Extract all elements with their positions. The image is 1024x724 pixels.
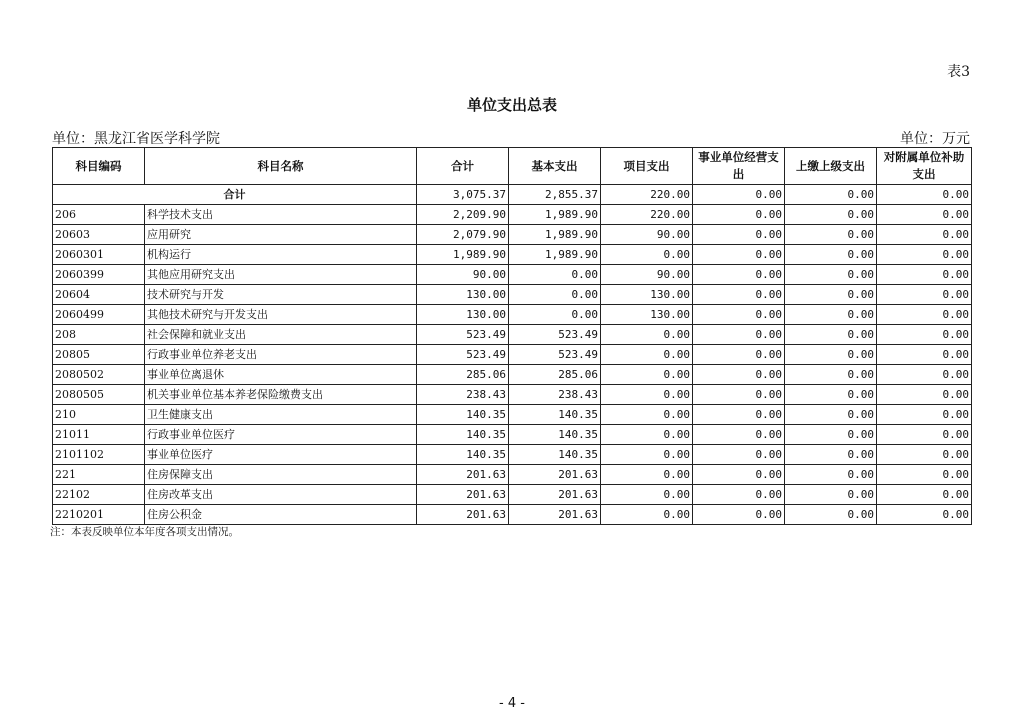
table-row — [53, 505, 972, 525]
subject-code: 2060301 — [53, 245, 145, 265]
table-row — [53, 225, 972, 245]
total-cell: 0.00 — [785, 185, 877, 205]
amount-cell: 201.63 — [509, 485, 601, 505]
amount-cell: 0.00 — [785, 445, 877, 465]
amount-cell: 0.00 — [785, 225, 877, 245]
table-row — [53, 205, 972, 225]
amount-cell: 0.00 — [877, 445, 972, 465]
subject-code: 2210201 — [53, 505, 145, 525]
amount-cell: 0.00 — [877, 205, 972, 225]
amount-cell: 0.00 — [785, 285, 877, 305]
amount-cell: 2,079.90 — [417, 225, 509, 245]
amount-cell: 0.00 — [877, 405, 972, 425]
subject-code: 2060499 — [53, 305, 145, 325]
amount-cell: 140.35 — [509, 445, 601, 465]
amount-cell: 130.00 — [417, 305, 509, 325]
table-row — [53, 285, 972, 305]
subject-name: 住房保障支出 — [145, 465, 417, 485]
column-header: 事业单位经营支出 — [693, 148, 785, 185]
amount-cell: 0.00 — [693, 265, 785, 285]
subject-code: 20603 — [53, 225, 145, 245]
table-row — [53, 425, 972, 445]
amount-cell: 0.00 — [693, 465, 785, 485]
total-row — [53, 185, 972, 205]
subject-code: 2101102 — [53, 445, 145, 465]
subject-name: 机关事业单位基本养老保险缴费支出 — [145, 385, 417, 405]
reporting-unit: 单位：黑龙江省医学科学院 — [52, 131, 220, 147]
page-number: - 4 - — [499, 696, 525, 711]
amount-cell: 0.00 — [509, 305, 601, 325]
amount-cell: 0.00 — [693, 385, 785, 405]
amount-cell: 0.00 — [693, 365, 785, 385]
table-row — [53, 365, 972, 385]
amount-cell: 0.00 — [785, 405, 877, 425]
amount-cell: 285.06 — [509, 365, 601, 385]
amount-cell: 0.00 — [693, 405, 785, 425]
amount-cell: 0.00 — [785, 245, 877, 265]
amount-cell: 90.00 — [601, 265, 693, 285]
column-header: 合计 — [417, 148, 509, 185]
table-row — [53, 265, 972, 285]
table-row — [53, 385, 972, 405]
subject-code: 2080502 — [53, 365, 145, 385]
amount-cell: 201.63 — [417, 465, 509, 485]
amount-cell: 0.00 — [693, 245, 785, 265]
table-row — [53, 325, 972, 345]
total-cell: 0.00 — [877, 185, 972, 205]
amount-cell: 0.00 — [785, 305, 877, 325]
amount-cell: 0.00 — [693, 205, 785, 225]
column-header: 基本支出 — [509, 148, 601, 185]
table-note: 注：本表反映单位本年度各项支出情况。 — [50, 526, 239, 538]
subject-name: 机构运行 — [145, 245, 417, 265]
amount-cell: 0.00 — [601, 465, 693, 485]
amount-cell: 0.00 — [693, 325, 785, 345]
amount-cell: 0.00 — [601, 405, 693, 425]
amount-cell: 0.00 — [877, 485, 972, 505]
amount-cell: 130.00 — [601, 305, 693, 325]
amount-cell: 523.49 — [417, 325, 509, 345]
amount-cell: 0.00 — [785, 325, 877, 345]
subject-name: 行政事业单位养老支出 — [145, 345, 417, 365]
subject-name: 事业单位医疗 — [145, 445, 417, 465]
subject-name: 技术研究与开发 — [145, 285, 417, 305]
table-row — [53, 465, 972, 485]
table-row — [53, 345, 972, 365]
table-header-row — [53, 148, 972, 185]
amount-cell: 1,989.90 — [509, 205, 601, 225]
amount-cell: 220.00 — [601, 205, 693, 225]
total-cell: 3,075.37 — [417, 185, 509, 205]
subject-code: 2060399 — [53, 265, 145, 285]
total-label: 合计 — [53, 185, 417, 205]
amount-cell: 0.00 — [877, 505, 972, 525]
amount-cell: 130.00 — [417, 285, 509, 305]
subject-name: 其他技术研究与开发支出 — [145, 305, 417, 325]
amount-cell: 0.00 — [601, 325, 693, 345]
table-row — [53, 485, 972, 505]
subject-code: 21011 — [53, 425, 145, 445]
expenditure-table — [52, 147, 972, 525]
amount-cell: 0.00 — [601, 365, 693, 385]
amount-cell: 0.00 — [509, 265, 601, 285]
column-header: 对附属单位补助支出 — [877, 148, 972, 185]
amount-cell: 238.43 — [509, 385, 601, 405]
subject-name: 应用研究 — [145, 225, 417, 245]
amount-cell: 90.00 — [417, 265, 509, 285]
total-cell: 2,855.37 — [509, 185, 601, 205]
currency-unit: 单位：万元 — [900, 131, 970, 147]
page-title: 单位支出总表 — [466, 96, 557, 114]
table-number: 表3 — [947, 64, 970, 80]
amount-cell: 0.00 — [877, 385, 972, 405]
subject-code: 2080505 — [53, 385, 145, 405]
amount-cell: 0.00 — [877, 425, 972, 445]
total-cell: 0.00 — [693, 185, 785, 205]
amount-cell: 0.00 — [693, 485, 785, 505]
subject-code: 210 — [53, 405, 145, 425]
amount-cell: 238.43 — [417, 385, 509, 405]
subject-name: 事业单位离退休 — [145, 365, 417, 385]
amount-cell: 130.00 — [601, 285, 693, 305]
amount-cell: 0.00 — [601, 485, 693, 505]
subject-name: 住房改革支出 — [145, 485, 417, 505]
amount-cell: 1,989.90 — [509, 245, 601, 265]
amount-cell: 0.00 — [877, 465, 972, 485]
amount-cell: 0.00 — [693, 345, 785, 365]
amount-cell: 201.63 — [417, 505, 509, 525]
table-row — [53, 245, 972, 265]
amount-cell: 140.35 — [417, 445, 509, 465]
amount-cell: 0.00 — [693, 445, 785, 465]
amount-cell: 523.49 — [509, 345, 601, 365]
amount-cell: 0.00 — [601, 245, 693, 265]
amount-cell: 0.00 — [877, 265, 972, 285]
amount-cell: 0.00 — [601, 425, 693, 445]
amount-cell: 0.00 — [877, 325, 972, 345]
column-header: 项目支出 — [601, 148, 693, 185]
amount-cell: 0.00 — [785, 265, 877, 285]
amount-cell: 140.35 — [509, 425, 601, 445]
subject-code: 20604 — [53, 285, 145, 305]
amount-cell: 0.00 — [877, 285, 972, 305]
amount-cell: 0.00 — [601, 445, 693, 465]
amount-cell: 0.00 — [601, 385, 693, 405]
amount-cell: 140.35 — [417, 405, 509, 425]
amount-cell: 201.63 — [509, 465, 601, 485]
amount-cell: 0.00 — [785, 345, 877, 365]
amount-cell: 0.00 — [693, 425, 785, 445]
amount-cell: 1,989.90 — [417, 245, 509, 265]
subject-code: 20805 — [53, 345, 145, 365]
subject-code: 22102 — [53, 485, 145, 505]
amount-cell: 0.00 — [601, 505, 693, 525]
amount-cell: 0.00 — [785, 485, 877, 505]
subject-name: 社会保障和就业支出 — [145, 325, 417, 345]
table-row — [53, 305, 972, 325]
amount-cell: 90.00 — [601, 225, 693, 245]
subject-name: 卫生健康支出 — [145, 405, 417, 425]
amount-cell: 0.00 — [693, 305, 785, 325]
amount-cell: 0.00 — [693, 225, 785, 245]
subject-name: 行政事业单位医疗 — [145, 425, 417, 445]
amount-cell: 523.49 — [417, 345, 509, 365]
amount-cell: 0.00 — [877, 245, 972, 265]
amount-cell: 285.06 — [417, 365, 509, 385]
subject-name: 科学技术支出 — [145, 205, 417, 225]
amount-cell: 0.00 — [785, 385, 877, 405]
subject-code: 221 — [53, 465, 145, 485]
table-row — [53, 405, 972, 425]
subject-name: 住房公积金 — [145, 505, 417, 525]
amount-cell: 201.63 — [417, 485, 509, 505]
column-header: 科目编码 — [53, 148, 145, 185]
amount-cell: 523.49 — [509, 325, 601, 345]
amount-cell: 0.00 — [877, 225, 972, 245]
amount-cell: 140.35 — [509, 405, 601, 425]
amount-cell: 0.00 — [601, 345, 693, 365]
amount-cell: 0.00 — [509, 285, 601, 305]
amount-cell: 0.00 — [877, 305, 972, 325]
amount-cell: 0.00 — [785, 205, 877, 225]
amount-cell: 0.00 — [785, 505, 877, 525]
amount-cell: 0.00 — [693, 285, 785, 305]
amount-cell: 201.63 — [509, 505, 601, 525]
subject-code: 208 — [53, 325, 145, 345]
amount-cell: 0.00 — [785, 425, 877, 445]
amount-cell: 0.00 — [693, 505, 785, 525]
table-row — [53, 445, 972, 465]
amount-cell: 0.00 — [785, 465, 877, 485]
total-cell: 220.00 — [601, 185, 693, 205]
amount-cell: 0.00 — [877, 345, 972, 365]
amount-cell: 0.00 — [877, 365, 972, 385]
amount-cell: 0.00 — [785, 365, 877, 385]
subject-name: 其他应用研究支出 — [145, 265, 417, 285]
subject-code: 206 — [53, 205, 145, 225]
column-header: 科目名称 — [145, 148, 417, 185]
amount-cell: 2,209.90 — [417, 205, 509, 225]
amount-cell: 1,989.90 — [509, 225, 601, 245]
amount-cell: 140.35 — [417, 425, 509, 445]
column-header: 上缴上级支出 — [785, 148, 877, 185]
